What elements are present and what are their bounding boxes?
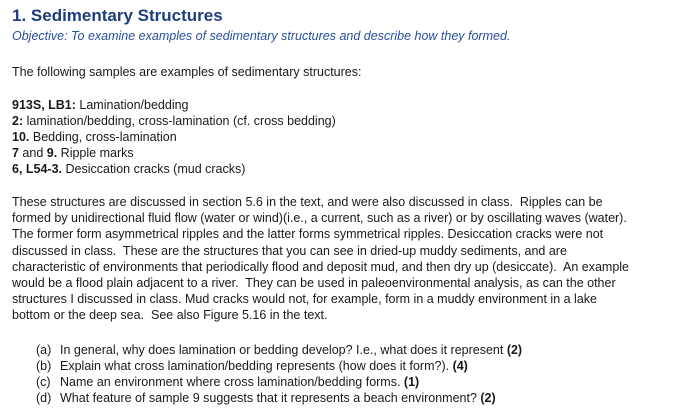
question-text-wrap — [60, 342, 522, 358]
sample-id: 6, L54-3. — [12, 162, 63, 176]
question-points: (4) — [452, 358, 468, 373]
sample-item — [12, 129, 692, 145]
question-text-wrap — [60, 358, 468, 374]
sample-desc: Lamination/bedding — [75, 98, 189, 112]
question-points: (1) — [403, 374, 420, 389]
sample-id: 913S, LB1: — [12, 98, 76, 112]
sample-item — [12, 113, 692, 129]
question-letter: (b) — [36, 358, 52, 373]
sample-item — [12, 97, 692, 113]
paragraph-line: These structures are discussed in section 5.6 in the text, and were also discussed in class. Ripples can be — [12, 195, 603, 209]
sample-item — [12, 145, 692, 161]
sample-id: 7 — [12, 146, 19, 160]
sample-list — [12, 97, 692, 177]
question-item — [36, 358, 692, 374]
question-points: (2) — [506, 342, 523, 357]
sample-desc: lamination/bedding, cross-lamination (cf. cross bedding) — [23, 114, 336, 128]
question-letter: (c) — [36, 374, 51, 389]
intro-text: The following samples are examples of sedimentary structures: — [12, 65, 362, 79]
question-text: Explain what cross lamination/bedding represents (how does it form?). — [60, 358, 453, 373]
sample-desc: Bedding, cross-lamination — [29, 130, 177, 144]
question-list — [12, 342, 692, 406]
paragraph-line: discussed in class. These are the structures that you can see in dried-up muddy sediments, and are — [12, 243, 567, 258]
question-letter: (d) — [36, 390, 52, 405]
question-text-wrap — [60, 374, 419, 390]
sample-desc: Desiccation cracks (mud cracks) — [62, 162, 246, 176]
paragraph-line: characteristic of environments that periodically flood and deposit mud, and then dry up (desiccate). An example — [12, 259, 630, 274]
question-item — [36, 342, 692, 358]
sample-connector: and — [18, 146, 47, 160]
question-text: Name an environment where cross lamination/bedding forms. — [60, 374, 404, 389]
question-text: What feature of sample 9 suggests that it represents a beach environment? — [60, 390, 481, 405]
section-title: 1. Sedimentary Structures — [12, 6, 223, 25]
paragraph-line: The former form asymmetrical ripples and the latter forms symmetrical ripples. Desiccation cracks were not — [12, 227, 604, 242]
objective-text: Objective: To examine examples of sedimentary structures and describe how they formed. — [12, 29, 511, 43]
sample-desc: Ripple marks — [57, 146, 134, 160]
question-item — [36, 374, 692, 390]
discussion-paragraph — [12, 194, 686, 324]
paragraph-line: structures I discussed in class. Mud cracks would not, for example, form in a muddy environment in a lake — [12, 292, 597, 307]
sample-id: 2: — [12, 114, 24, 128]
question-text-wrap — [60, 390, 496, 406]
question-item — [36, 390, 692, 406]
question-points: (2) — [480, 390, 496, 405]
document-page — [12, 6, 692, 406]
sample-id-2: 9. — [46, 146, 58, 160]
sample-item — [12, 161, 692, 177]
question-text: In general, why does lamination or bedding develop? I.e., what does it represent — [60, 342, 507, 357]
paragraph-line: would be a flood plain adjacent to a river. They can be used in paleoenvironmental analysis, as can the other — [12, 276, 616, 291]
paragraph-line: formed by unidirectional fluid flow (water or wind)(i.e., a current, such as a river) or by oscillating waves (water). — [12, 211, 627, 226]
paragraph-line: bottom or the deep sea. See also Figure 5.16 in the text. — [12, 308, 328, 323]
question-letter: (a) — [36, 342, 52, 357]
sample-id: 10. — [12, 130, 30, 144]
